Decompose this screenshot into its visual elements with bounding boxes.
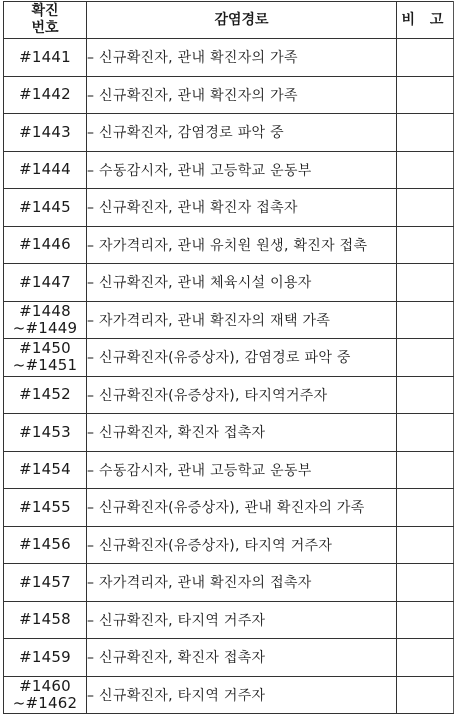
infection-route-cell: – 신규확진자, 관내 체육시설 이용자 <box>87 264 397 302</box>
infection-route-cell: – 자가격리자, 관내 확진자의 접촉자 <box>87 564 397 602</box>
infection-route-cell: – 신규확진자, 관내 확진자 접촉자 <box>87 189 397 227</box>
case-number: #1455 <box>19 497 71 516</box>
remarks-cell <box>397 489 454 527</box>
case-number-cell <box>4 114 87 152</box>
case-number: #1446 <box>19 235 71 254</box>
infection-route-cell: – 신규확진자(유증상자), 타지역 거주자 <box>87 526 397 564</box>
table-row <box>4 114 454 152</box>
case-number-cell <box>4 414 87 452</box>
remarks-cell <box>397 676 454 714</box>
case-number-cell <box>4 564 87 602</box>
table-row <box>4 489 454 527</box>
infection-route-cell: – 수동감시자, 관내 고등학교 운동부 <box>87 451 397 489</box>
case-number: #1453 <box>19 422 71 441</box>
case-number: #1444 <box>19 160 71 179</box>
table-row <box>4 76 454 114</box>
case-number-cell <box>4 601 87 639</box>
case-number: ~#1451 <box>12 356 78 375</box>
case-number-cell <box>4 376 87 414</box>
case-number: #1458 <box>19 610 71 629</box>
table-row <box>4 39 454 77</box>
infection-route-cell: – 자가격리자, 관내 확진자의 재택 가족 <box>87 301 397 339</box>
table-row <box>4 301 454 339</box>
table-row <box>4 189 454 227</box>
infection-route-cell: – 신규확진자, 확진자 접촉자 <box>87 414 397 452</box>
case-number: ~#1449 <box>12 318 78 337</box>
remarks-cell <box>397 639 454 677</box>
case-number: #1445 <box>19 197 71 216</box>
case-number-cell <box>4 339 87 377</box>
infection-route-cell: – 신규확진자(유증상자), 관내 확진자의 가족 <box>87 489 397 527</box>
remarks-cell <box>397 339 454 377</box>
case-number-cell <box>4 489 87 527</box>
remarks-cell <box>397 564 454 602</box>
remarks-cell <box>397 226 454 264</box>
infection-route-cell: – 신규확진자, 확진자 접촉자 <box>87 639 397 677</box>
remarks-cell <box>397 526 454 564</box>
case-number-cell <box>4 226 87 264</box>
header-row <box>4 2 454 39</box>
infection-route-cell: – 수동감시자, 관내 고등학교 운동부 <box>87 151 397 189</box>
case-number-cell <box>4 526 87 564</box>
table-row <box>4 151 454 189</box>
case-number: #1452 <box>19 385 71 404</box>
table-row <box>4 676 454 714</box>
infection-route-cell: – 신규확진자, 관내 확진자의 가족 <box>87 39 397 77</box>
infection-route-cell: – 신규확진자, 타지역 거주자 <box>87 676 397 714</box>
case-number-cell <box>4 39 87 77</box>
case-number: #1442 <box>19 85 71 104</box>
case-number-cell <box>4 151 87 189</box>
remarks-cell <box>397 189 454 227</box>
case-number: #1443 <box>19 122 71 141</box>
case-number-cell <box>4 264 87 302</box>
remarks-cell <box>397 264 454 302</box>
case-number: #1450 <box>19 339 71 358</box>
case-table <box>3 1 454 714</box>
case-number: #1456 <box>19 535 71 554</box>
remarks-cell <box>397 451 454 489</box>
remarks-cell <box>397 376 454 414</box>
infection-route-cell: – 신규확진자, 타지역 거주자 <box>87 601 397 639</box>
infection-route-cell: – 자가격리자, 관내 유치원 원생, 확진자 접촉 <box>87 226 397 264</box>
table-row <box>4 451 454 489</box>
header-remarks: 비 고 <box>397 2 454 39</box>
case-number: #1441 <box>19 47 71 66</box>
header-infection-route: 감염경로 <box>87 2 397 39</box>
case-number: #1457 <box>19 572 71 591</box>
table-row <box>4 639 454 677</box>
remarks-cell <box>397 151 454 189</box>
table-row <box>4 376 454 414</box>
case-number-cell <box>4 676 87 714</box>
table-row <box>4 414 454 452</box>
remarks-cell <box>397 76 454 114</box>
case-number-cell <box>4 189 87 227</box>
table-row <box>4 526 454 564</box>
case-number-cell <box>4 639 87 677</box>
table-row <box>4 226 454 264</box>
case-number: #1454 <box>19 460 71 479</box>
header-case-number-line2: 번호 <box>31 20 59 36</box>
table-row <box>4 264 454 302</box>
case-number-cell <box>4 76 87 114</box>
case-number: #1460 <box>19 676 71 695</box>
case-number-cell <box>4 451 87 489</box>
infection-route-cell: – 신규확진자, 감염경로 파악 중 <box>87 114 397 152</box>
table-row <box>4 339 454 377</box>
table-row <box>4 601 454 639</box>
header-case-number <box>4 2 87 39</box>
table-body <box>4 39 454 714</box>
case-number: #1459 <box>19 647 71 666</box>
infection-route-cell: – 신규확진자, 관내 확진자의 가족 <box>87 76 397 114</box>
remarks-cell <box>397 39 454 77</box>
case-number: #1448 <box>19 301 71 320</box>
case-number-cell <box>4 301 87 339</box>
header-case-number-line1: 확진 <box>31 3 59 19</box>
table-row <box>4 564 454 602</box>
infection-route-cell: – 신규확진자(유증상자), 타지역거주자 <box>87 376 397 414</box>
case-number: ~#1462 <box>12 693 78 712</box>
remarks-cell <box>397 414 454 452</box>
case-number: #1447 <box>19 272 71 291</box>
remarks-cell <box>397 114 454 152</box>
infection-route-cell: – 신규확진자(유증상자), 감염경로 파악 중 <box>87 339 397 377</box>
remarks-cell <box>397 601 454 639</box>
remarks-cell <box>397 301 454 339</box>
